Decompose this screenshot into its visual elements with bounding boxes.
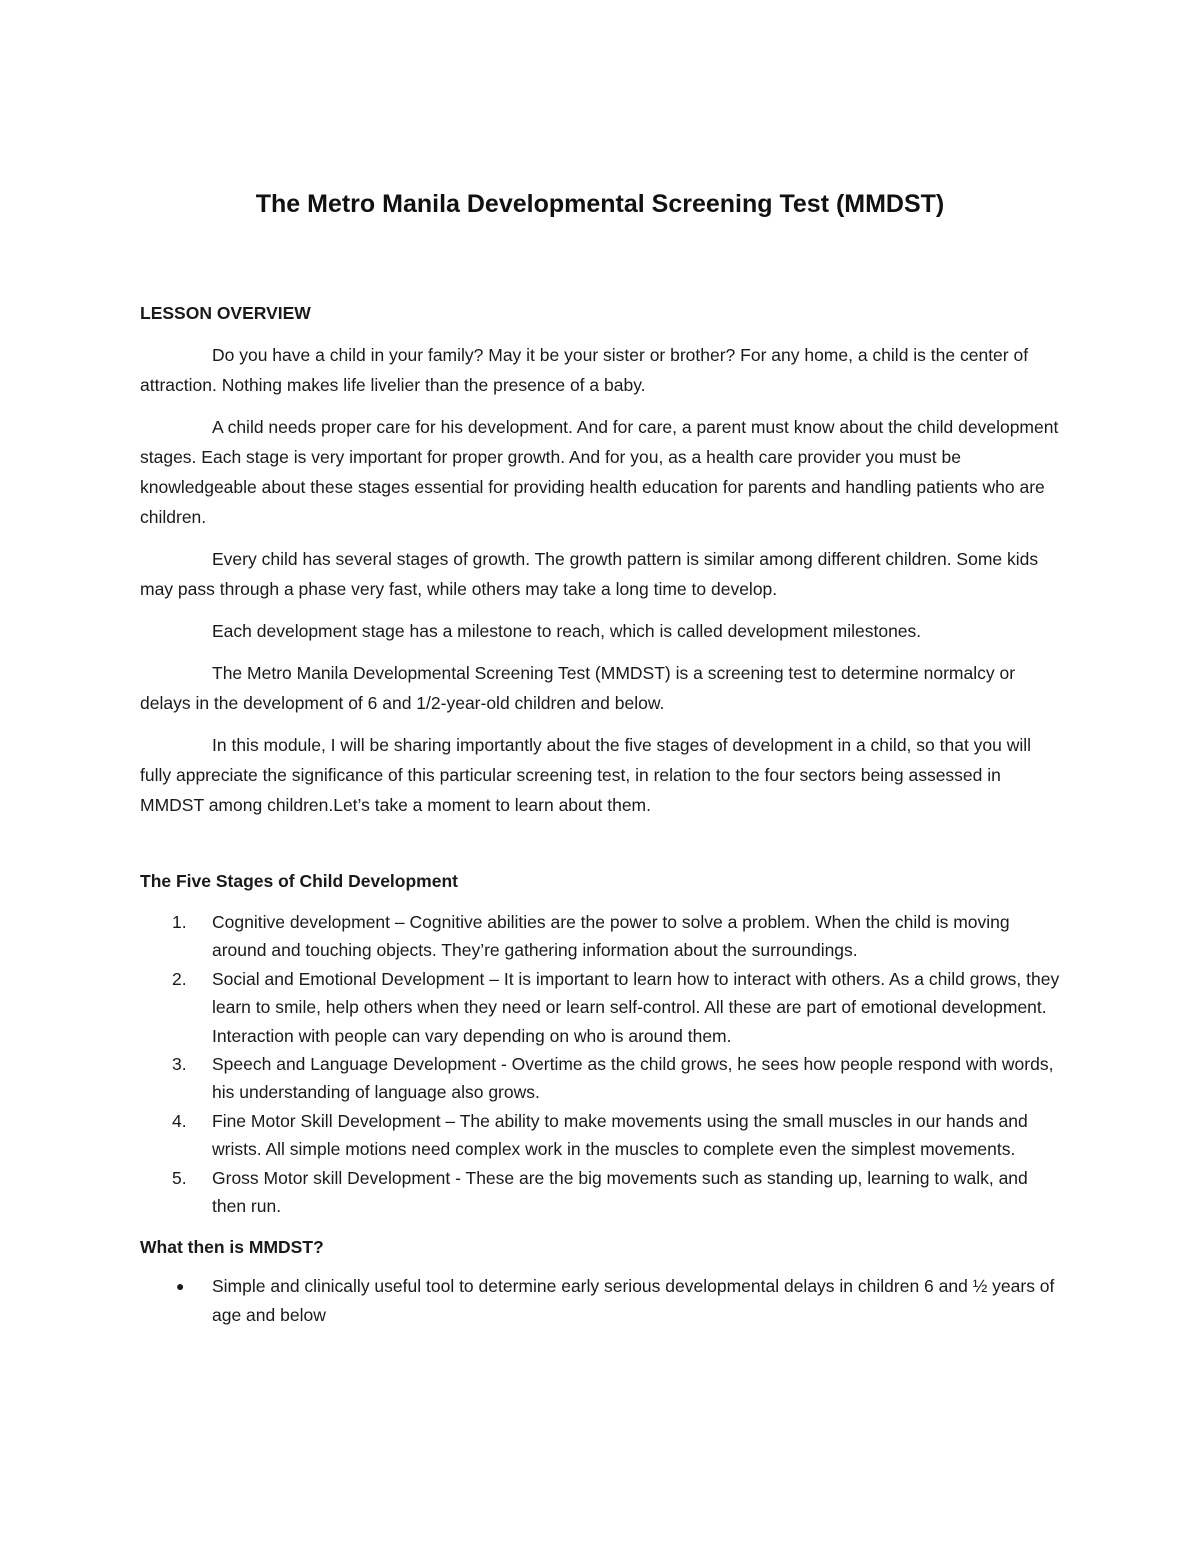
lesson-overview-heading: LESSON OVERVIEW (140, 303, 311, 323)
document-title: The Metro Manila Developmental Screening Test (MMDST) (255, 190, 945, 218)
mmdst-bullet-list (140, 1272, 1060, 1329)
list-item (140, 1107, 1060, 1164)
list-item-text: Gross Motor skill Development - These are the big movements such as standing up, learning to walk, and then run. (212, 1167, 1028, 1217)
five-stages-list (140, 908, 1060, 1220)
list-item-text: Fine Motor Skill Development – The ability to make movements using the small muscles in our hands and wrists. All simple motions need complex work in the muscles to complete even the simplest movements. (212, 1110, 1028, 1160)
document-body (140, 298, 1060, 1329)
bullet-icon: ● (176, 1278, 185, 1295)
overview-paragraph: The Metro Manila Developmental Screening Test (MMDST) is a screening test to determine normalcy or delays in the development of 6 and 1/2-year-old children and below. (140, 663, 1016, 713)
list-item (140, 965, 1060, 1050)
overview-paragraph: Each development stage has a milestone to reach, which is called development milestones. (212, 621, 922, 641)
list-item-text: Cognitive development – Cognitive abilities are the power to solve a problem. When the child is moving around and touching objects. They’re gathering information about the surroundings. (212, 912, 1010, 961)
list-item (140, 908, 1060, 965)
list-item (140, 1050, 1060, 1107)
list-item-text: Social and Emotional Development – It is important to learn how to interact with others. As a child grows, they learn to smile, help others when they need or learn self-control. All these are part of emotional development. Interaction with people can vary depending on who is around them. (212, 968, 1060, 1046)
list-item-text: Speech and Language Development - Overtime as the child grows, he sees how people respond with words, his understanding of language also grows. (212, 1054, 1054, 1103)
list-item-number: 4. (172, 1110, 187, 1131)
overview-paragraph: Every child has several stages of growth. The growth pattern is similar among different children. Some kids may pass through a phase very fast, while others may take a long time to develop. (140, 549, 1039, 599)
list-item (140, 1164, 1060, 1221)
list-item (140, 1272, 1060, 1329)
list-item-number: 5. (172, 1167, 187, 1188)
overview-paragraph: Do you have a child in your family? May it be your sister or brother? For any home, a child is the center of attraction. Nothing makes life livelier than the presence of a baby. (140, 345, 1029, 395)
what-is-mmdst-heading: What then is MMDST? (140, 1237, 324, 1258)
list-item-number: 1. (172, 912, 187, 932)
list-item-number: 2. (172, 968, 187, 989)
overview-paragraph: A child needs proper care for his development. And for care, a parent must know about the child development stages. Each stage is very important for proper growth. And for you, as a health care provider you must be knowledgeable about these stages essential for providing health education for parents and handling patients who are children. (140, 417, 1059, 527)
list-item-number: 3. (172, 1054, 187, 1075)
overview-paragraph: In this module, I will be sharing importantly about the five stages of development in a child, so that you will fully appreciate the significance of this particular screening test, in relation to the four sectors being assessed in MMDST among children.Let’s take a moment to learn about them. (140, 735, 1032, 815)
five-stages-heading: The Five Stages of Child Development (140, 871, 458, 891)
list-item-text: Simple and clinically useful tool to determine early serious developmental delays in children 6 and ½ years of age and below (212, 1276, 1055, 1325)
